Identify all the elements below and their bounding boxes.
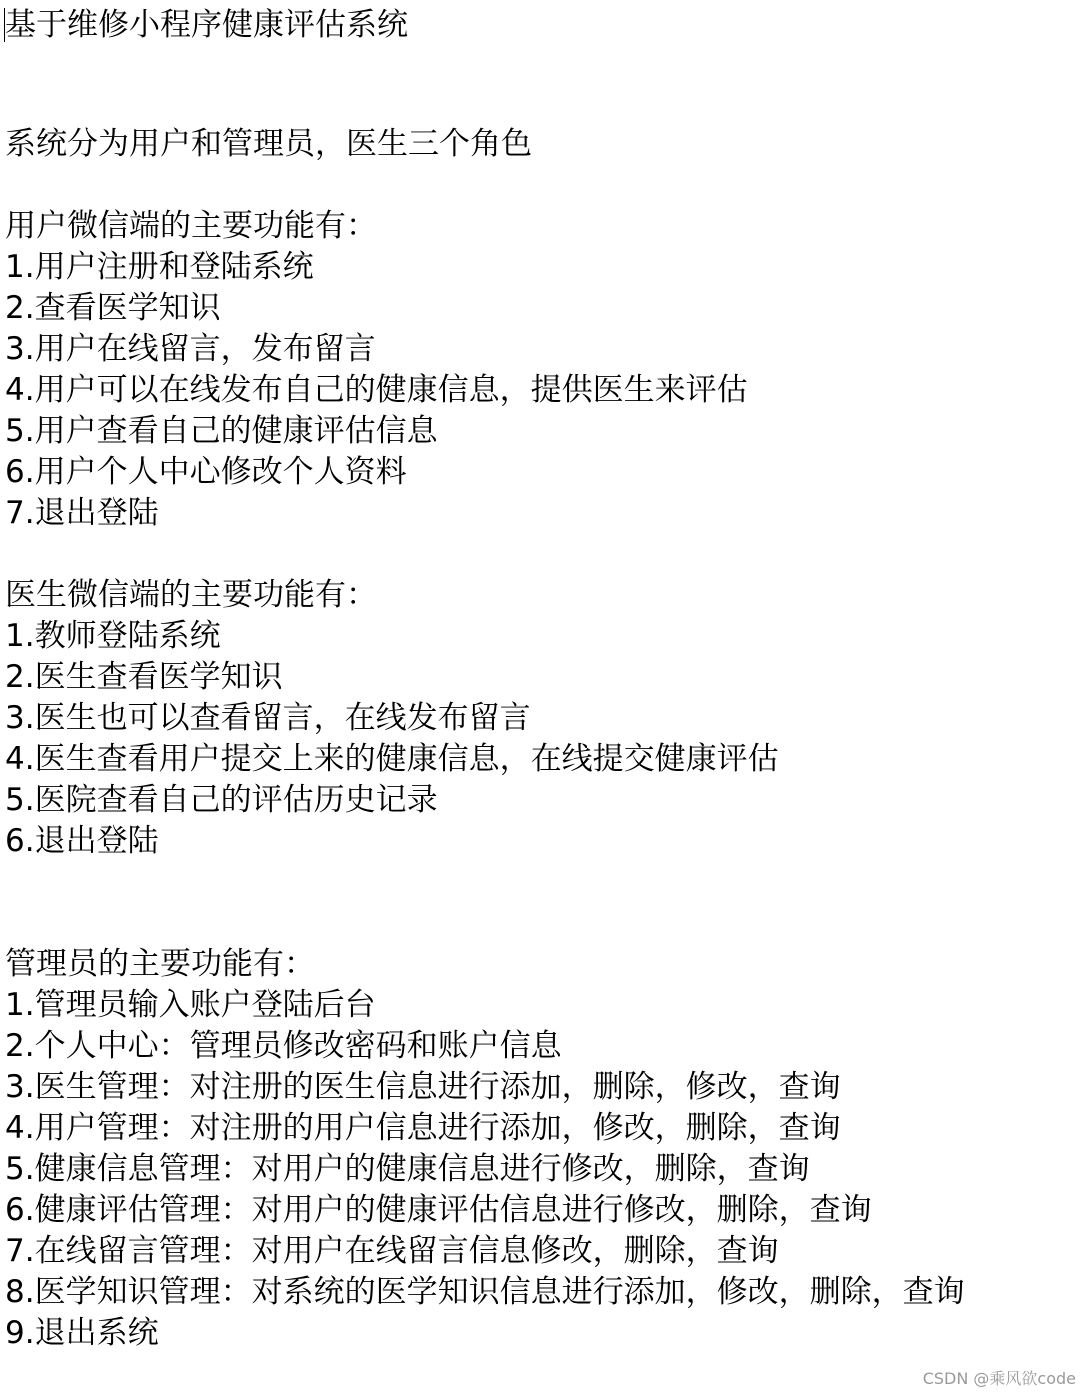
- list-item: 6.退出登陆: [5, 823, 159, 859]
- section-heading: 医生微信端的主要功能有：: [5, 577, 377, 613]
- section-heading: 用户微信端的主要功能有：: [5, 208, 377, 244]
- list-item: 9.退出系统: [5, 1315, 159, 1351]
- list-item: 2.查看医学知识: [5, 290, 221, 326]
- list-item: 2.医生查看医学知识: [5, 659, 283, 695]
- blank-line: [5, 165, 1085, 206]
- list-item: 4.用户可以在线发布自己的健康信息，提供医生来评估: [5, 372, 748, 408]
- list-item: 3.医生管理：对注册的医生信息进行添加，删除，修改，查询: [5, 1069, 841, 1105]
- list-item: 5.用户查看自己的健康评估信息: [5, 413, 438, 449]
- blank-line: [5, 50, 1085, 124]
- document-title: 基于维修小程序健康评估系统: [5, 7, 408, 43]
- list-item: 1.管理员输入账户登陆后台: [5, 987, 376, 1023]
- section-doctor: [5, 575, 1085, 862]
- list-item: 5.健康信息管理：对用户的健康信息进行修改，删除，查询: [5, 1151, 810, 1187]
- list-item: 3.医生也可以查看留言，在线发布留言: [5, 700, 531, 736]
- list-item: 4.医生查看用户提交上来的健康信息，在线提交健康评估: [5, 741, 779, 777]
- section-admin: [5, 944, 1085, 1354]
- section-heading: 管理员的主要功能有：: [5, 946, 315, 982]
- list-item: 3.用户在线留言，发布留言: [5, 331, 376, 367]
- watermark: CSDN @乘风欲code: [922, 1369, 1076, 1388]
- blank-line: [5, 534, 1085, 575]
- list-item: 1.用户注册和登陆系统: [5, 249, 314, 285]
- intro-text: 系统分为用户和管理员，医生三个角色: [5, 126, 532, 162]
- list-item: 8.医学知识管理：对系统的医学知识信息进行添加，修改，删除，查询: [5, 1274, 965, 1310]
- list-item: 6.用户个人中心修改个人资料: [5, 454, 407, 490]
- list-item: 4.用户管理：对注册的用户信息进行添加，修改，删除，查询: [5, 1110, 841, 1146]
- list-item: 6.健康评估管理：对用户的健康评估信息进行修改，删除，查询: [5, 1192, 872, 1228]
- list-item: 1.教师登陆系统: [5, 618, 221, 654]
- list-item: 7.在线留言管理：对用户在线留言信息修改，删除，查询: [5, 1233, 779, 1269]
- list-item: 7.退出登陆: [5, 495, 159, 531]
- blank-line: [5, 862, 1085, 944]
- list-item: 2.个人中心：管理员修改密码和账户信息: [5, 1028, 562, 1064]
- section-user: [5, 206, 1085, 534]
- document-body: [5, 0, 1085, 1354]
- list-item: 5.医院查看自己的评估历史记录: [5, 782, 438, 818]
